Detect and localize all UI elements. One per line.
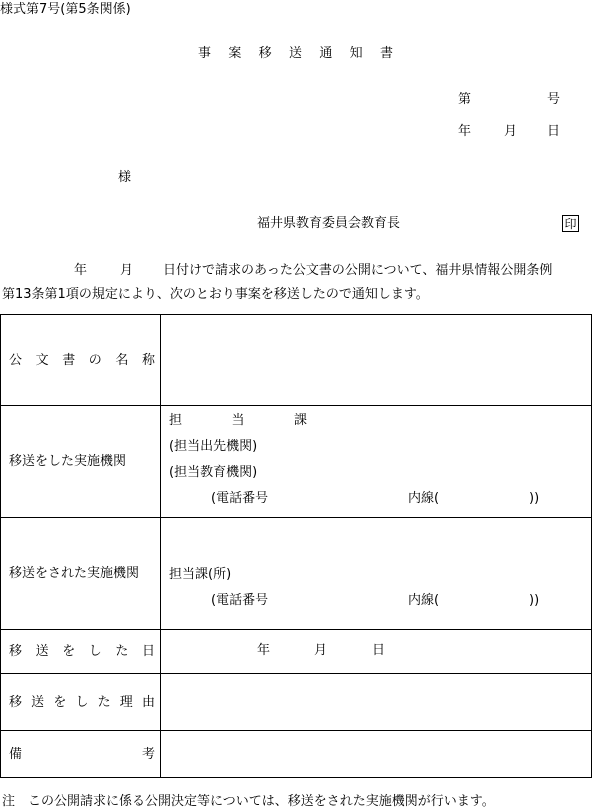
label-text: 移送をした実施機関	[9, 454, 127, 469]
dept-line	[169, 414, 307, 427]
label-char: 送	[35, 644, 49, 659]
body-year: 年	[74, 263, 88, 278]
title-char: 書	[379, 46, 393, 61]
label-char: た	[115, 644, 129, 659]
footnote: 注 この公開請求に係る公開決定等については、移送をされた実施機関が行います。	[2, 794, 495, 809]
date-day: 日	[547, 124, 561, 139]
date-year: 年	[257, 642, 271, 658]
label-char: 移	[9, 694, 23, 710]
dept-char: 担	[169, 413, 183, 428]
phone-label: (電話番号	[211, 593, 269, 608]
document-title	[198, 47, 393, 60]
number-suffix: 号	[547, 92, 561, 107]
title-char: 移	[258, 46, 272, 61]
label-char: 考	[141, 746, 155, 762]
extension-label: 内線(	[408, 491, 440, 506]
value-transfer-date[interactable]	[161, 630, 592, 674]
row-document-name	[1, 315, 592, 406]
date-day: 日	[372, 642, 386, 658]
label-char: の	[88, 352, 102, 368]
label-document-name	[1, 315, 161, 406]
label-char: 送	[31, 694, 45, 710]
label-char: 名	[115, 352, 129, 368]
value-remarks[interactable]	[161, 731, 592, 778]
label-text: 移送をされた実施機関	[9, 566, 140, 581]
row-transfer-date	[1, 630, 592, 674]
seal-stamp: 印	[562, 215, 579, 232]
title-char: 事	[198, 46, 212, 61]
phone-close: ))	[529, 491, 540, 506]
label-remarks	[1, 731, 161, 778]
label-transfer-reason	[1, 674, 161, 731]
label-receiving-agency	[1, 518, 161, 630]
body-month: 月	[120, 263, 134, 278]
value-transferring-agency[interactable]	[161, 406, 592, 518]
value-transfer-reason[interactable]	[161, 674, 592, 731]
label-char: た	[97, 694, 111, 710]
title-char: 知	[349, 46, 363, 61]
label-char: を	[53, 694, 67, 710]
addressee-suffix: 様	[118, 170, 132, 185]
row-remarks	[1, 731, 592, 778]
notice-table	[0, 314, 592, 778]
value-receiving-agency[interactable]	[161, 518, 592, 630]
label-char: 日	[141, 644, 155, 659]
title-char: 案	[228, 46, 242, 61]
dept-char: 当	[231, 413, 245, 428]
label-char: 由	[141, 694, 155, 710]
label-char: 備	[9, 746, 23, 762]
label-char: し	[75, 694, 89, 710]
row-transferring-agency	[1, 406, 592, 518]
title-char: 通	[319, 46, 333, 61]
date-year: 年	[458, 124, 472, 139]
body-line2: 第13条第1項の規定により、次のとおり事案を移送したので通知します。	[2, 287, 429, 302]
phone-label: (電話番号	[211, 491, 269, 506]
dept-line: 担当課(所)	[169, 567, 232, 582]
branch-line: (担当出先機関)	[169, 439, 258, 454]
body-line1: 日付けで請求のあった公文書の公開について、福井県情報公開条例	[163, 263, 553, 278]
label-char: 書	[62, 352, 76, 368]
row-transfer-reason	[1, 674, 592, 731]
dept-char: 課	[293, 413, 307, 428]
label-transferring-agency	[1, 406, 161, 518]
label-char: を	[62, 644, 76, 659]
number-prefix: 第	[458, 92, 472, 107]
sender: 福井県教育委員会教育長	[257, 216, 401, 231]
title-char: 送	[288, 46, 302, 61]
date-month: 月	[314, 642, 328, 658]
label-char: 文	[35, 352, 49, 368]
label-char: し	[88, 644, 102, 659]
label-transfer-date	[1, 630, 161, 674]
phone-close: ))	[529, 593, 540, 608]
label-char: 称	[141, 352, 155, 368]
edu-line: (担当教育機関)	[169, 465, 258, 480]
row-receiving-agency	[1, 518, 592, 630]
value-document-name[interactable]	[161, 315, 592, 406]
form-number: 様式第7号(第5条関係)	[0, 2, 131, 17]
label-char: 公	[9, 352, 23, 368]
label-char: 理	[119, 694, 133, 710]
label-char: 移	[9, 644, 23, 659]
date-month: 月	[504, 124, 518, 139]
extension-label: 内線(	[408, 593, 440, 608]
